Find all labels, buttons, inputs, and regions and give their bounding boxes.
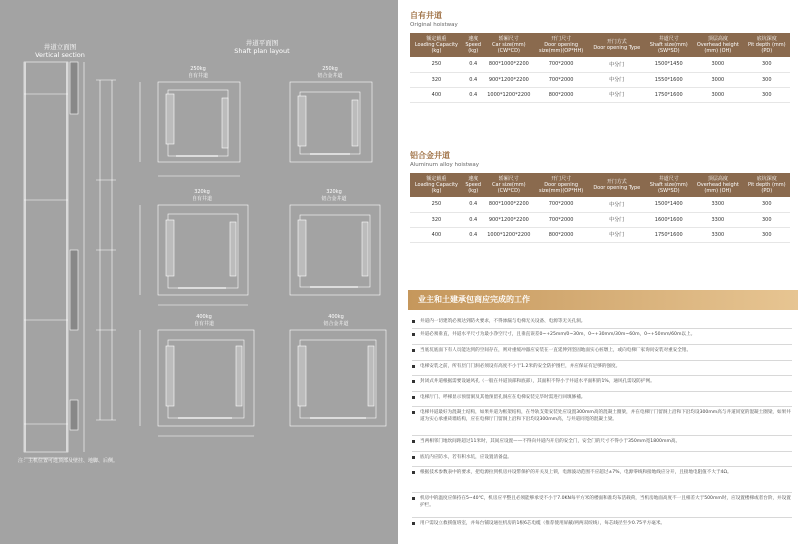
table-cell: 1750*1600 bbox=[645, 227, 692, 242]
caption-type: 自有井道 bbox=[193, 320, 214, 327]
column-header-line: Overhead height bbox=[696, 181, 739, 188]
table-cell: 0.4 bbox=[463, 212, 484, 227]
vertical-title-en: Vertical section bbox=[35, 50, 85, 59]
column-header bbox=[645, 173, 692, 197]
table-cell: 300 bbox=[744, 197, 790, 212]
requirement-item: 底坑内应防水，若有积水坑，应设置清备盘。 bbox=[412, 454, 792, 461]
table-cell: 300 bbox=[744, 212, 790, 227]
table2-subtitle: Aluminum alloy hoistway bbox=[410, 162, 480, 168]
table-cell: 900*1200*2200 bbox=[484, 212, 535, 227]
requirement-divider bbox=[412, 435, 792, 436]
requirement-item: 用户需设立救援值班室，并每台铺设通往机房的1根6芯电缆（推荐使用屏蔽/两两双绞线），每芯线径至少0.75平方毫米。 bbox=[412, 520, 792, 527]
table-row bbox=[410, 227, 790, 242]
table-cell: 800*1000*2200 bbox=[484, 57, 535, 72]
column-header bbox=[588, 33, 645, 57]
caption-400-own bbox=[174, 314, 234, 327]
column-header-line: size(mm)(OP*HH) bbox=[539, 48, 584, 55]
requirement-divider bbox=[412, 451, 792, 452]
requirement-divider bbox=[412, 328, 792, 329]
plan-title bbox=[222, 40, 302, 56]
column-header bbox=[588, 173, 645, 197]
table-cell: 800*2000 bbox=[534, 227, 588, 242]
requirement-divider bbox=[412, 492, 792, 493]
column-header-line: size(mm)(OP*HH) bbox=[539, 188, 584, 195]
table-cell: 中分门 bbox=[588, 227, 645, 242]
column-header-line: 开门尺寸 bbox=[551, 35, 572, 42]
table-row bbox=[410, 197, 790, 212]
column-header-line: Door opening Type bbox=[593, 45, 641, 51]
column-header-line: 额定载重 bbox=[426, 175, 447, 182]
requirements-header bbox=[408, 290, 798, 310]
column-header-line: Car size(mm) bbox=[492, 41, 526, 48]
table-cell: 700*2000 bbox=[534, 212, 588, 227]
requirement-divider bbox=[412, 466, 792, 467]
caption-type: 铝合金井道 bbox=[321, 195, 347, 202]
caption-weight: 250kg bbox=[322, 66, 338, 72]
caption-weight: 320kg bbox=[326, 189, 342, 195]
column-header-line: 开门尺寸 bbox=[551, 175, 572, 182]
column-header bbox=[410, 33, 463, 57]
table-cell: 1000*1200*2200 bbox=[484, 227, 535, 242]
column-header-line: (PD) bbox=[761, 48, 773, 55]
aluminum-hoistway-table bbox=[410, 173, 790, 243]
column-header-line: 轿厢尺寸 bbox=[498, 35, 519, 42]
table-cell: 1600*1600 bbox=[645, 212, 692, 227]
original-hoistway-table bbox=[410, 33, 790, 103]
column-header-line: Speed bbox=[465, 41, 482, 48]
column-header-line: Car size(mm) bbox=[492, 181, 526, 188]
table-header-row bbox=[410, 33, 790, 57]
column-header bbox=[744, 33, 790, 57]
caption-weight: 320kg bbox=[194, 189, 210, 195]
column-header-line: Pit depth (mm) bbox=[747, 181, 786, 188]
column-header-line: Door opening Type bbox=[593, 185, 641, 191]
table-cell: 1550*1600 bbox=[645, 72, 692, 87]
column-header-line: (PD) bbox=[761, 188, 773, 195]
table-cell: 250 bbox=[410, 57, 463, 72]
table-header-row bbox=[410, 173, 790, 197]
table-row bbox=[410, 57, 790, 72]
requirement-item: 封闭式井道根据需要设通风孔（一般在井道顶部和底部），其面积不得小于井道水平面积的1%，通风孔需设防护网。 bbox=[412, 378, 792, 385]
table-cell: 320 bbox=[410, 212, 463, 227]
table-cell: 0.4 bbox=[463, 87, 484, 102]
column-header-line: (kg) bbox=[468, 188, 479, 195]
column-header-line: 额定载重 bbox=[426, 35, 447, 42]
requirement-divider bbox=[412, 344, 792, 345]
caption-type: 自有井道 bbox=[187, 72, 208, 79]
column-header bbox=[645, 33, 692, 57]
column-header-line: 底坑深度 bbox=[756, 35, 777, 42]
column-header-line: 速度 bbox=[468, 175, 479, 182]
table-cell: 中分门 bbox=[588, 212, 645, 227]
table-row bbox=[410, 212, 790, 227]
table-cell: 300 bbox=[744, 87, 790, 102]
table-cell: 1500*1400 bbox=[645, 197, 692, 212]
table-cell: 3000 bbox=[692, 57, 743, 72]
plan-title-en: Shaft plan layout bbox=[234, 46, 290, 55]
table-cell: 0.4 bbox=[463, 57, 484, 72]
column-header-line: 井道尺寸 bbox=[658, 175, 679, 182]
column-header-line: Pit depth (mm) bbox=[747, 41, 786, 48]
requirement-item: 当两相邻门地坎间距超过11米时，其间应设置——不得向井道内开启的安全门，安全门的尺寸不得小于350mm宽1800mm高。 bbox=[412, 438, 792, 445]
column-header bbox=[692, 173, 743, 197]
table-cell: 250 bbox=[410, 197, 463, 212]
table-cell: 700*2000 bbox=[534, 57, 588, 72]
table-cell: 3000 bbox=[692, 72, 743, 87]
plan-title-cn: 井道平面图 bbox=[245, 39, 279, 47]
requirement-item: 电梯安装之前，所有层门门洞必须设有高度不小于1.2米的安全防护围栏，并应保证有足够的强度。 bbox=[412, 363, 792, 370]
column-header-line: (CW*CD) bbox=[497, 188, 520, 195]
table-cell: 3000 bbox=[692, 87, 743, 102]
caption-type: 铝合金井道 bbox=[317, 72, 343, 79]
table-cell: 800*1000*2200 bbox=[484, 197, 535, 212]
drawing-footnote: 注：主机位置可选顶部及壁挂、地脚、后侧。 bbox=[18, 458, 119, 464]
table-cell: 1000*1200*2200 bbox=[484, 87, 535, 102]
caption-250-own bbox=[168, 66, 228, 79]
table-cell: 400 bbox=[410, 227, 463, 242]
table-row bbox=[410, 87, 790, 102]
column-header bbox=[463, 173, 484, 197]
table-cell: 900*1200*2200 bbox=[484, 72, 535, 87]
table-cell: 中分门 bbox=[588, 57, 645, 72]
table-cell: 0.4 bbox=[463, 197, 484, 212]
table-cell: 1500*1450 bbox=[645, 57, 692, 72]
caption-weight: 400kg bbox=[196, 314, 212, 320]
column-header-line: (kg) bbox=[431, 48, 442, 55]
table-cell: 0.4 bbox=[463, 227, 484, 242]
caption-320-own bbox=[172, 189, 232, 202]
spec-panel bbox=[398, 0, 800, 544]
caption-320-alu bbox=[304, 189, 364, 202]
table-row bbox=[410, 72, 790, 87]
column-header-line: 开门方式 bbox=[606, 178, 627, 185]
requirement-divider bbox=[412, 517, 792, 518]
column-header-line: Door opening bbox=[544, 41, 579, 48]
table-cell: 3300 bbox=[692, 197, 743, 212]
column-header bbox=[692, 33, 743, 57]
caption-weight: 400kg bbox=[328, 314, 344, 320]
table-cell: 700*2000 bbox=[534, 72, 588, 87]
table-cell: 800*2000 bbox=[534, 87, 588, 102]
table-cell: 3300 bbox=[692, 227, 743, 242]
table-cell: 中分门 bbox=[588, 87, 645, 102]
requirement-item: 当底坑底面下有人员能达到的空间存在，则对重缓冲器应安装在一直延伸到坚固地面实心桩墩上，或向电梯厂家询问安装对重安全钳。 bbox=[412, 347, 792, 354]
table-cell: 中分门 bbox=[588, 197, 645, 212]
column-header bbox=[744, 173, 790, 197]
requirement-item: 机房中的温度应保持在5~40℃，机房应平整且必须能够承受不小于7.0KN每平方米的楼面和准均布活载荷，当机房地面高度不一且相差大于500mm时，应设置楼梯或者台阶，并设置护栏。 bbox=[412, 495, 792, 509]
drawing-panel bbox=[0, 0, 398, 544]
column-header-line: 开门方式 bbox=[606, 38, 627, 45]
column-header-line: (kg) bbox=[431, 188, 442, 195]
table-cell: 0.4 bbox=[463, 72, 484, 87]
column-header-line: Door opening bbox=[544, 181, 579, 188]
table-cell: 300 bbox=[744, 57, 790, 72]
caption-400-alu bbox=[306, 314, 366, 327]
table-cell: 中分门 bbox=[588, 72, 645, 87]
table-cell: 300 bbox=[744, 227, 790, 242]
column-header-line: Speed bbox=[465, 181, 482, 188]
requirement-item: 井道必须垂直，井道水平尺寸为最小净空尺寸，且垂直误差0~+25mm/0~30m，0~+30mm/30m~60m，0~+50mm/60m以上。 bbox=[412, 331, 792, 338]
requirement-item: 根据技术参数表中的要求，把电源拉到机房并设带保护的开关及上锁，电源波动范围不应超过±7%，电源零线和接地线应分开，且接地电阻值不大于4Ω。 bbox=[412, 469, 792, 476]
requirement-divider bbox=[412, 360, 792, 361]
table1-title: 自有井道 bbox=[410, 11, 442, 20]
column-header-line: (CW*CD) bbox=[497, 48, 520, 55]
table1-subtitle: Original hoistway bbox=[410, 22, 458, 28]
requirement-item: 电梯井道最好为混凝土结构，如果井道为框架结构，在导轨支架安装处应设置300mm高的混凝土圈梁，并在电梯厅门留洞上沿和下沿均设300mm高与井道同宽的混凝土圈梁，如果井道为实心承重砖墙结构，应在电梯厅门留洞上沿和下沿均设300mm高，与井道同宽的混凝土梁。 bbox=[412, 409, 792, 423]
requirement-divider bbox=[412, 391, 792, 392]
column-header-line: 顶层高度 bbox=[707, 35, 728, 42]
column-header-line: (kg) bbox=[468, 48, 479, 55]
column-header-line: 轿厢尺寸 bbox=[498, 175, 519, 182]
column-header-line: Loading Capacity bbox=[414, 181, 459, 188]
requirement-item: 电梯厅门、呼梯显示预留洞及其他预留孔洞应在电梯安装完毕时需进行回填修補。 bbox=[412, 394, 792, 401]
caption-weight: 250kg bbox=[190, 66, 206, 72]
column-header bbox=[463, 33, 484, 57]
table-cell: 700*2000 bbox=[534, 197, 588, 212]
requirement-divider bbox=[412, 375, 792, 376]
column-header-line: Shaft size(mm) bbox=[649, 181, 688, 188]
table-cell: 320 bbox=[410, 72, 463, 87]
caption-250-alu bbox=[300, 66, 360, 79]
column-header bbox=[484, 33, 535, 57]
column-header bbox=[410, 173, 463, 197]
column-header-line: 速度 bbox=[468, 35, 479, 42]
requirement-item: 井道内一切建筑必须达到防火要求，不得渗漏与电梯无关设备、电源等无关孔洞。 bbox=[412, 318, 792, 325]
caption-type: 自有井道 bbox=[191, 195, 212, 202]
column-header-line: 井道尺寸 bbox=[658, 35, 679, 42]
column-header-line: 顶层高度 bbox=[707, 175, 728, 182]
column-header-line: (SW*SD) bbox=[657, 188, 680, 195]
table-cell: 3300 bbox=[692, 212, 743, 227]
column-header bbox=[534, 173, 588, 197]
requirement-divider bbox=[412, 406, 792, 407]
requirements-title: 业主和土建承包商应完成的工作 bbox=[418, 295, 530, 304]
column-header-line: (SW*SD) bbox=[657, 48, 680, 55]
column-header-line: 底坑深度 bbox=[756, 175, 777, 182]
table2-title: 铝合金井道 bbox=[410, 151, 450, 160]
column-header-line: (mm) (OH) bbox=[704, 48, 732, 55]
column-header-line: (mm) (OH) bbox=[704, 188, 732, 195]
vertical-title-cn: 井道立面图 bbox=[43, 43, 77, 51]
vertical-title bbox=[30, 44, 90, 60]
table-cell: 400 bbox=[410, 87, 463, 102]
column-header-line: Loading Capacity bbox=[414, 41, 459, 48]
table-cell: 1750*1600 bbox=[645, 87, 692, 102]
column-header-line: Overhead height bbox=[696, 41, 739, 48]
caption-type: 铝合金井道 bbox=[323, 320, 349, 327]
column-header bbox=[534, 33, 588, 57]
table-cell: 300 bbox=[744, 72, 790, 87]
column-header bbox=[484, 173, 535, 197]
column-header-line: Shaft size(mm) bbox=[649, 41, 688, 48]
